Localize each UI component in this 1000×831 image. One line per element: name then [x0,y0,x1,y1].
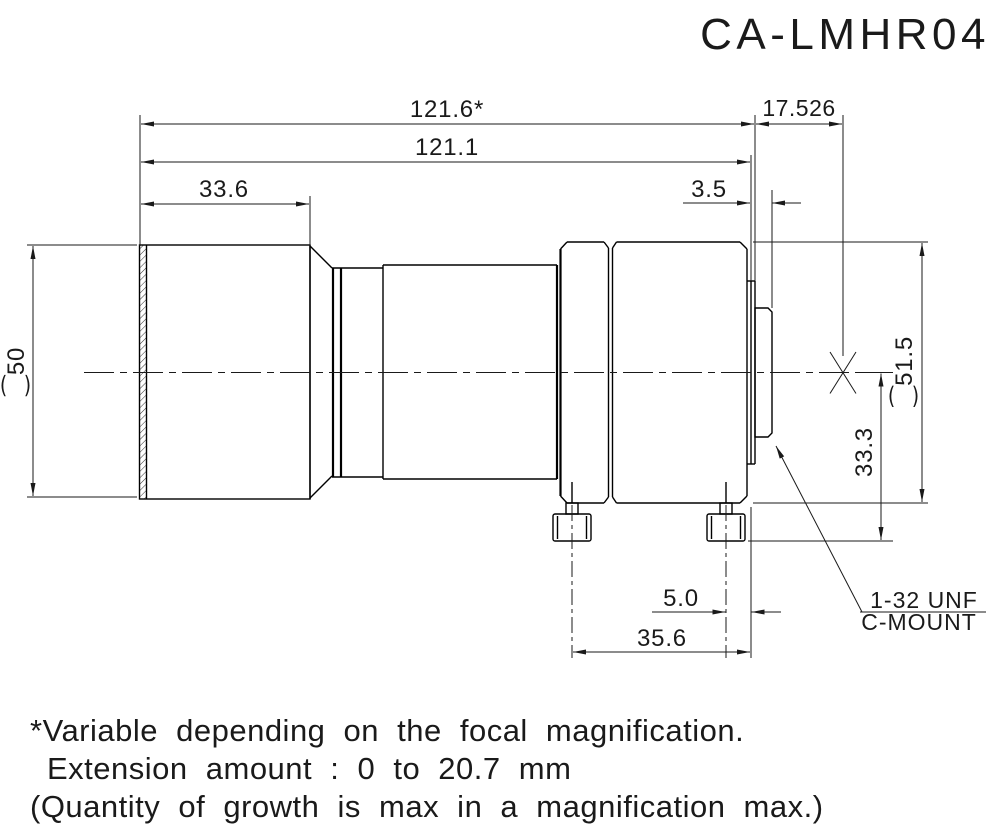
dimension-axis-to-screw-bottom [851,374,881,541]
dimension-screw-to-flange [652,585,781,612]
dimension-thread-protrusion [683,176,801,203]
c-mount-leader-line [776,446,862,612]
dimension-rear-diameter [889,243,922,502]
centerlines [84,352,858,658]
footnotes [30,713,824,824]
label-mount-thread: 1-32 UNF [870,587,978,613]
chamfer-top [310,246,332,268]
dimension-overall-variable [141,96,754,124]
rear-ring1-chamfer-tl [561,242,568,249]
extension-lines [27,115,928,658]
groove-top-left [604,242,609,248]
dimension-focus-ring-length [141,176,309,204]
drawing-title: CA-LMHR04 [700,10,990,59]
dim-screw-spacing-value: 35.6 [637,625,687,652]
note-line-2: Extension amount : 0 to 20.7 mm [47,751,572,786]
dim-axis-to-screw-bottom-value: 33.3 [851,427,878,477]
rear-ring2-chamfer-tr [740,242,747,249]
dimension-flange-focal-distance [756,95,842,124]
dim-flange-focal-distance-value: 17.526 [762,95,836,121]
dim-focus-ring-length-value: 33.6 [199,176,249,203]
dim-rear-diameter-value: ⁐51.5 [891,336,918,406]
dim-front-diameter-value: ⁐50 [3,346,30,396]
dim-overall-variable-value: 121.6* [409,96,485,123]
chamfer-bottom [310,476,332,498]
dimension-screw-spacing [573,625,750,652]
rear-ring1-chamfer-bl [561,496,568,503]
rear-ring2-chamfer-br [740,496,747,503]
dimension-overall [141,134,750,162]
dim-overall-value: 121.1 [414,134,480,161]
dimension-front-diameter [1,246,33,496]
groove-top-right [613,242,617,248]
groove-bottom-right [613,497,617,503]
dim-thread-protrusion-value: 3.5 [691,176,727,203]
groove-bottom-left [604,497,609,503]
dim-screw-to-flange-value: 5.0 [663,585,699,612]
lens-body [140,242,773,541]
label-mount-type: C-MOUNT [861,609,977,635]
note-line-3: (Quantity of growth is max in a magnification max.) [30,789,824,824]
note-line-1: *Variable depending on the focal magnification. [30,713,745,748]
